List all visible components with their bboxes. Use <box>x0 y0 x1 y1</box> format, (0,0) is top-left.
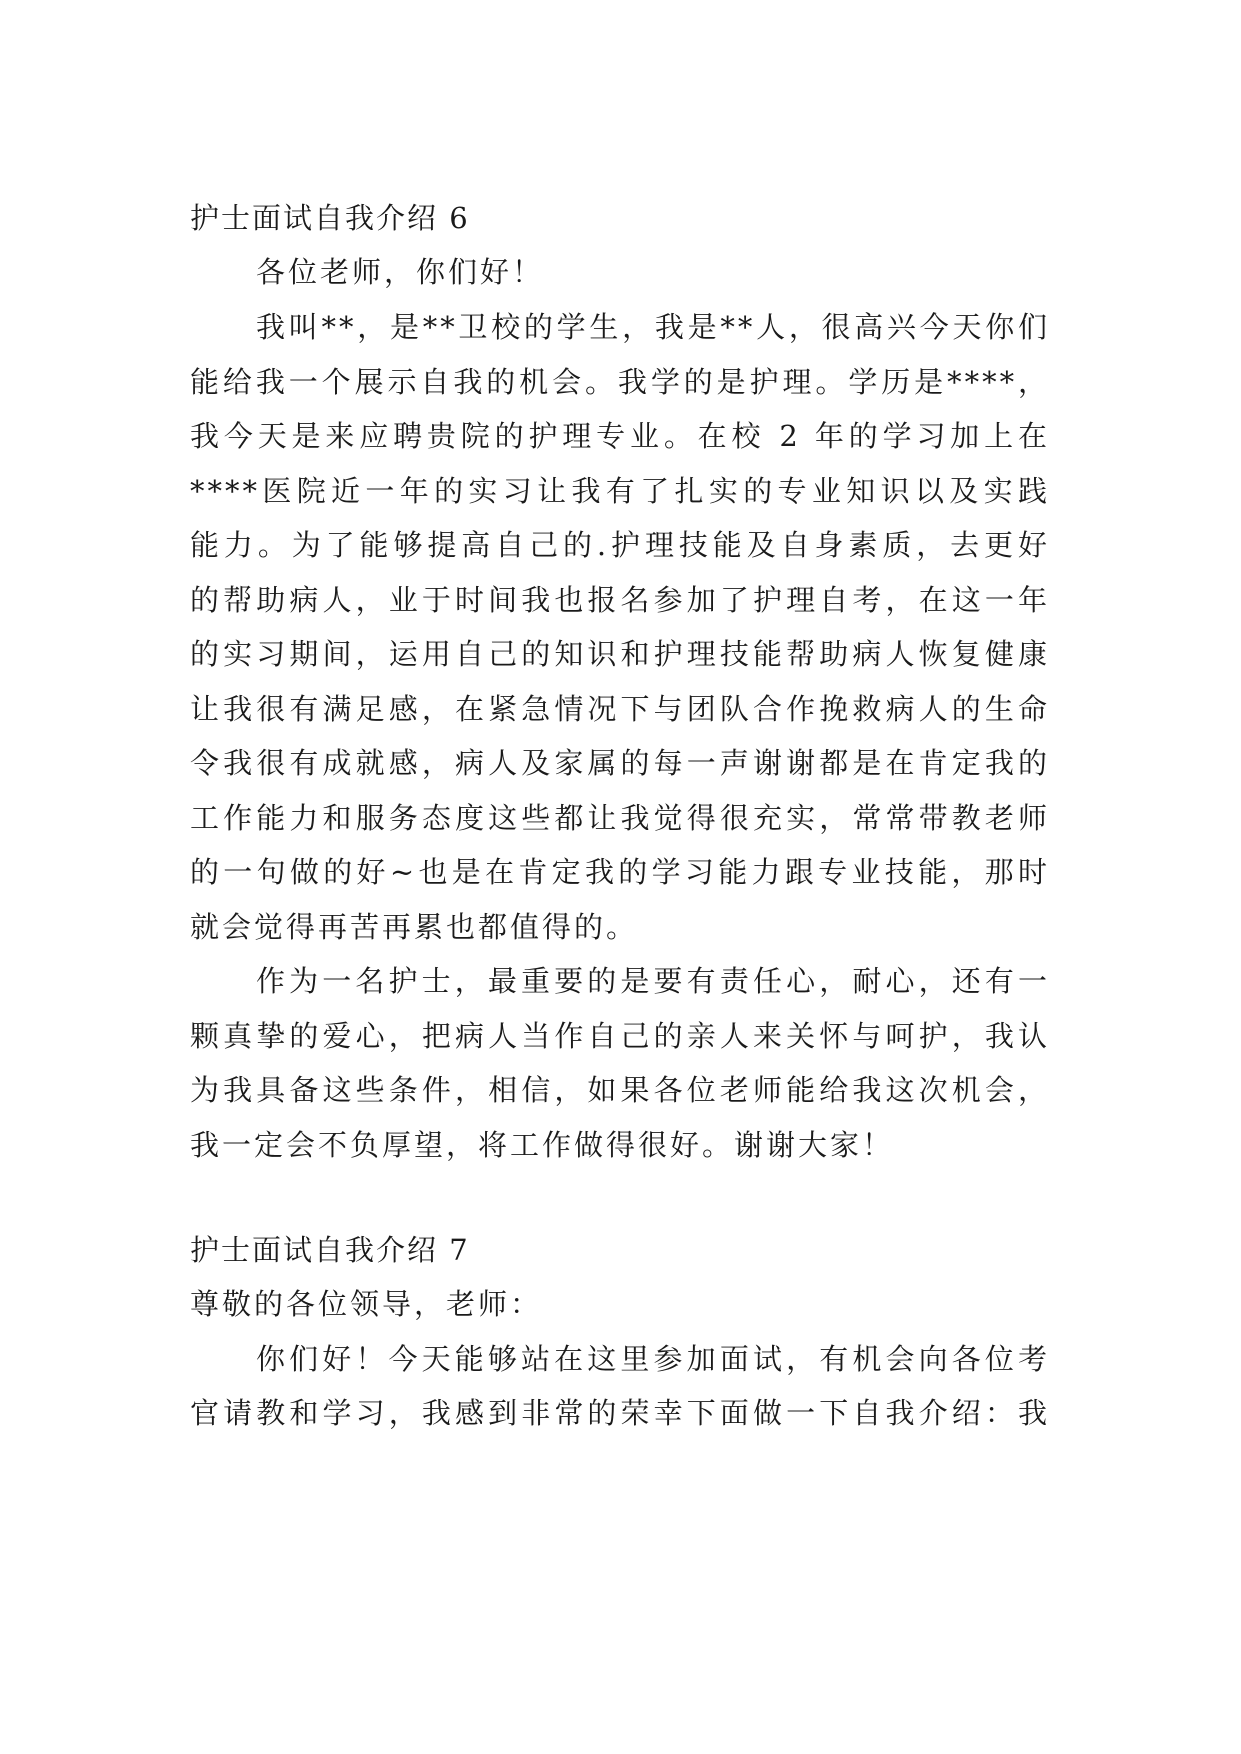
paragraph-line: 我今天是来应聘贵院的护理专业。在校 2 年的学习加上在 <box>190 419 1050 453</box>
paragraph-line: ****医院近一年的实习让我有了扎实的专业知识以及实践 <box>190 474 1050 508</box>
section-title-7: 护士面试自我介绍 7 <box>190 1233 470 1267</box>
paragraph-line: 颗真挚的爱心，把病人当作自己的亲人来关怀与呵护，我认 <box>190 1019 1050 1053</box>
paragraph-line: 令我很有成就感，病人及家属的每一声谢谢都是在肯定我的 <box>190 746 1050 780</box>
paragraph-line: 的一句做的好~也是在肯定我的学习能力跟专业技能，那时 <box>190 855 1050 889</box>
paragraph-line: 能力。为了能够提高自己的.护理技能及自身素质，去更好 <box>190 528 1050 562</box>
section-title-6: 护士面试自我介绍 6 <box>190 201 470 235</box>
paragraph-line: 官请教和学习，我感到非常的荣幸下面做一下自我介绍：我 <box>190 1396 1050 1430</box>
paragraph-line: 能给我一个展示自我的机会。我学的是护理。学历是****， <box>190 365 1050 399</box>
paragraph-line: 我叫**，是**卫校的学生，我是**人，很高兴今天你们 <box>256 310 1050 344</box>
paragraph-line: 工作能力和服务态度这些都让我觉得很充实，常常带教老师 <box>190 801 1050 835</box>
paragraph-line: 让我很有满足感，在紧急情况下与团队合作挽救病人的生命 <box>190 692 1050 726</box>
paragraph-line: 你们好！今天能够站在这里参加面试，有机会向各位考 <box>256 1342 1050 1376</box>
greeting-7: 尊敬的各位领导，老师： <box>190 1287 543 1321</box>
greeting-6: 各位老师，你们好！ <box>256 255 545 289</box>
paragraph-line: 就会觉得再苦再累也都值得的。 <box>190 910 639 944</box>
paragraph-line: 的实习期间，运用自己的知识和护理技能帮助病人恢复健康 <box>190 637 1050 671</box>
paragraph-line: 作为一名护士，最重要的是要有责任心，耐心，还有一 <box>256 964 1050 998</box>
paragraph-line: 我一定会不负厚望，将工作做得很好。谢谢大家！ <box>190 1128 895 1162</box>
paragraph-line: 为我具备这些条件，相信，如果各位老师能给我这次机会， <box>190 1073 1050 1107</box>
paragraph-line: 的帮助病人，业于时间我也报名参加了护理自考，在这一年 <box>190 583 1050 617</box>
